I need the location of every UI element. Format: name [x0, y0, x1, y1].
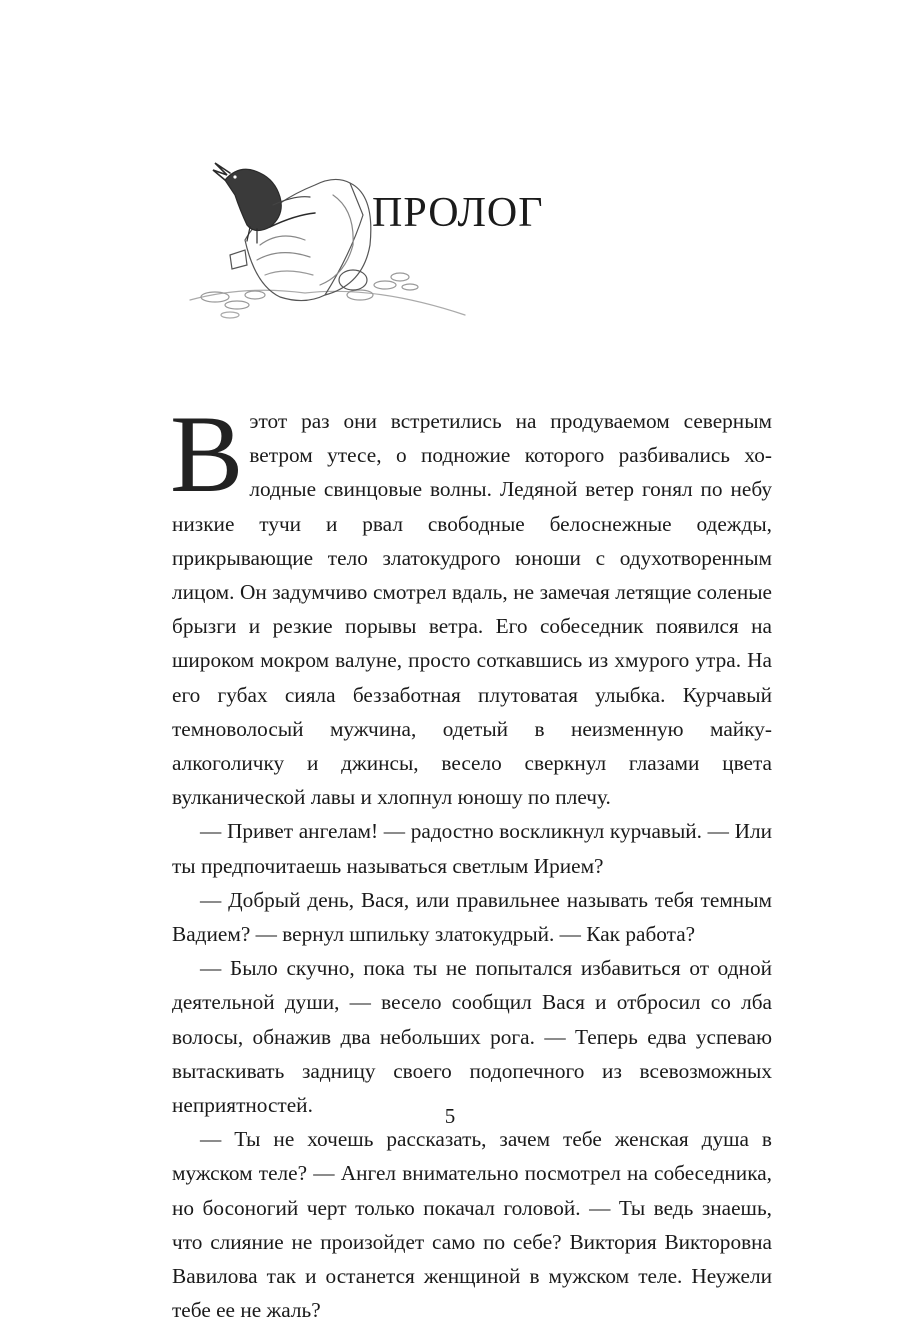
dialogue-paragraph: — Было скучно, пока ты не попытался избавиться от одной деятельной души, — весело сообщил Вася и отбросил со лба волосы, обнажив два небольших рога. — Теперь едва успеваю вытаскивать задницу своего подопечного из всевозможных неприятностей. [172, 956, 772, 1118]
dialogue-paragraph: — Добрый день, Вася, или правильнее называть тебя темным Вадием? — вернул шпильку златокудрый. — Как работа? [172, 887, 772, 947]
opening-paragraph [170, 393, 772, 814]
drop-cap: В [170, 393, 244, 515]
chapter-body [170, 393, 772, 1327]
dialogue-paragraph: — Привет ангелам! — радостно воскликнул курчавый. — Или ты предпочитаешь называться светлым Ирием? [172, 819, 772, 878]
page-number: 5 [444, 1104, 456, 1128]
dialogue-paragraph: — Ты не хочешь рассказать, зачем тебе женская душа в мужском теле? — Ангел внимательно посмотрел на собеседника, но босоногий черт только покачал головой. — Ты ведь знаешь, что слияние не произойдет само по себе? Виктория Викторовна Вавилова так и останется женщиной в мужском теле. Неужели тебе ее не жаль? [172, 1127, 772, 1323]
paragraph-text: этот раз они встретились на продуваемом северным ветром утесе, о подножие которого разбивались холодные свинцовые волны. Ледяной ветер гонял по небу низкие тучи и рвал свободные белоснежные одежды, прикрывающие тело златокудрого юноши с одухотворенным лицом. Он задумчиво смотрел вдаль, не замечая летящие соленые брызги и резкие порывы ветра. Его собеседник появился на широком мокром валуне, просто соткавшись из хмурого утра. На его губах сияла беззаботная плутоватая улыбка. Курчавый темноволосый мужчина, одетый в неизменную майку-алкоголичку и джинсы, весело сверкнул глазами цвета вулканической лавы и хлопнул юношу по плечу. [172, 409, 772, 810]
chapter-title: ПРОЛОГ [372, 190, 544, 236]
